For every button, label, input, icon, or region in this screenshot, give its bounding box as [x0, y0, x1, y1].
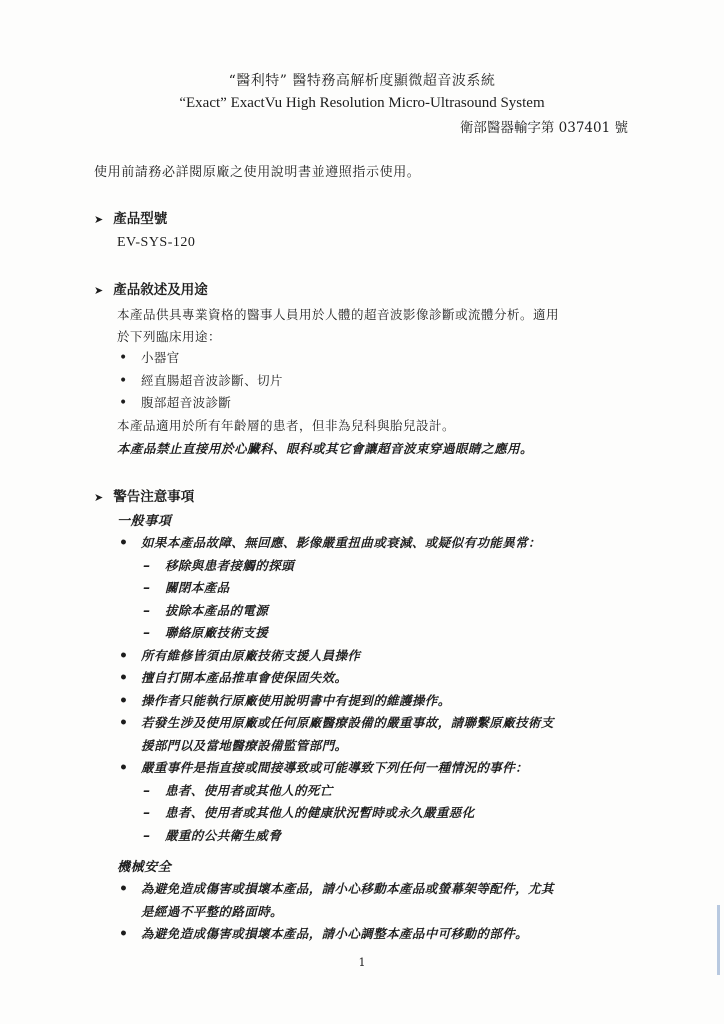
section-heading-text: 警告注意事項	[113, 489, 195, 505]
clinical-uses-list	[117, 347, 283, 415]
list-item: • 腹部超音波診斷	[117, 392, 283, 415]
list-item-line: • 為避免造成傷害或損壞本產品，請小心移動本產品或螢幕架等配件，尤其	[141, 881, 554, 896]
list-item: • 操作者只能執行原廠使用說明書中有提到的維護操作。	[117, 690, 554, 713]
list-item: • 所有維修皆須由原廠技術支援人員操作	[117, 645, 554, 668]
serious-events-list	[141, 780, 554, 848]
prohibition-note: 本產品禁止直接用於心臟科、眼科或其它會讓超音波束穿過眼睛之應用。	[117, 441, 534, 456]
list-item-line: 是經過不平整的路面時。	[141, 903, 283, 919]
license-number: 衛部醫器輸字第 037401 號	[459, 120, 628, 136]
general-warnings-list	[117, 532, 554, 847]
arrow-bullet-icon: ➤	[94, 213, 104, 226]
age-note: 本產品適用於所有年齡層的患者，但非為兒科與胎兒設計。	[117, 418, 456, 433]
section-heading-model	[94, 207, 167, 227]
list-item: • 經直腸超音波診斷、切片	[117, 370, 283, 393]
sub-list-item: – 患者、使用者或其他人的健康狀況暫時或永久嚴重惡化	[141, 802, 554, 825]
page-number: 1	[358, 956, 366, 969]
list-item-text: 如果本產品故障、無回應、影像嚴重扭曲或衰減、或疑似有功能異常：	[141, 535, 541, 550]
sub-list-item: – 移除與患者接觸的探頭	[141, 555, 554, 578]
list-item-line: • 若發生涉及使用原廠或任何原廠醫療設備的嚴重事故，請聯繫原廠技術支	[141, 715, 554, 730]
intro-text: 使用前請務必詳閱原廠之使用說明書並遵照指示使用。	[94, 165, 421, 180]
list-item-text: 嚴重事件是指直接或間接導致或可能導致下列任何一種情況的事件：	[141, 760, 529, 775]
document-header	[0, 70, 724, 114]
list-item-line: 援部門以及當地醫療設備監管部門。	[141, 737, 348, 753]
list-item	[117, 532, 554, 645]
sub-list-item: – 嚴重的公共衛生威脅	[141, 825, 554, 848]
arrow-bullet-icon: ➤	[94, 491, 104, 504]
title-zh: “醫利特” 醫特務高解析度顯微超音波系統	[228, 73, 496, 89]
list-item	[117, 712, 554, 757]
title-en: “Exact” ExactVu High Resolution Micro-Ultrasound System	[179, 95, 545, 111]
section-heading-description	[94, 278, 208, 298]
list-item: • 為避免造成傷害或損壞本產品，請小心調整本產品中可移動的部件。	[117, 923, 554, 946]
list-item	[117, 757, 554, 847]
sub-list-item: – 聯絡原廠技術支援	[141, 622, 554, 645]
paragraph-line: 於下列臨床用途：	[117, 329, 222, 344]
list-item	[117, 878, 554, 923]
malfunction-steps-list	[141, 555, 554, 645]
list-item: • 擅自打開本產品推車會使保固失效。	[117, 667, 554, 690]
mechanical-safety-list	[117, 878, 554, 946]
paragraph-line: 本產品供具專業資格的醫事人員用於人體的超音波影像診斷或流體分析。適用	[117, 307, 560, 322]
section-heading-text: 產品敘述及用途	[113, 282, 208, 298]
arrow-bullet-icon: ➤	[94, 284, 104, 297]
subheading-mechanical: 機械安全	[117, 860, 172, 875]
sub-list-item: – 關閉本產品	[141, 577, 554, 600]
description-paragraph	[117, 304, 559, 348]
section-heading-text: 產品型號	[113, 211, 168, 227]
scan-artifact-mark	[717, 905, 720, 975]
section-heading-warnings	[94, 485, 194, 505]
list-item: • 小器官	[117, 347, 283, 370]
subheading-general: 一般事項	[117, 514, 172, 529]
model-number: EV-SYS-120	[117, 235, 196, 250]
sub-list-item: – 拔除本產品的電源	[141, 600, 554, 623]
sub-list-item: – 患者、使用者或其他人的死亡	[141, 780, 554, 803]
